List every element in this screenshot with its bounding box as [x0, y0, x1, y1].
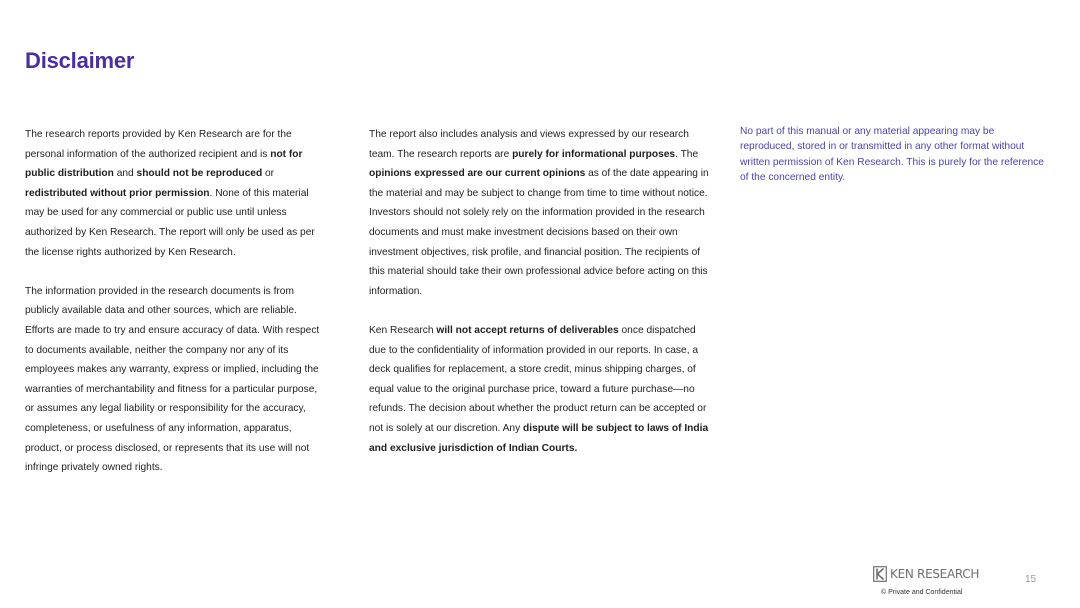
- text-run: once dispatched due to the confidentiality of information provided in our reports. In case, a deck qualifies for replacement, a store credit, minus shipping charges, of equal value to the original purchase price, toward a future purchase—no refunds. The decision about whether the product return can be accepted or not is solely at our discretion. Any: [369, 324, 707, 434]
- text-run: The report also includes analysis and views expressed by our research team. The research reports are: [369, 129, 689, 160]
- ken-research-logo-icon: [873, 566, 887, 582]
- text-run: as of the date appearing in the material and may be subject to change from time to time without notice. Investors should not solely rely on the information provided in the research documents and must make investment decisions based on their own investment objectives, risk profile, and financial position. The recipients of this material should take their own professional advice before acting on this information.: [369, 168, 709, 297]
- ken-research-logo: [873, 566, 979, 582]
- text-run-bold: opinions expressed are our current opinions: [369, 168, 586, 180]
- opinions-paragraph: [369, 125, 709, 301]
- warranty-paragraph: The information provided in the research documents is from publicly available data and other sources, which are reliable. Efforts are made to try and ensure accuracy of data. With respect to documents available, neither the company nor any of its employees makes any warranty, express or implied, including the warranties of merchantability and fitness for a particular purpose, or assumes any legal liability or responsibility for the accuracy, completeness, or usefulness of any information, apparatus, product, or process disclosed, or represents that its use will not infringe privately owned rights.: [25, 285, 320, 474]
- disclaimer-column-1: [25, 125, 325, 478]
- text-run-bold: not for public distribution: [25, 148, 303, 180]
- confidentiality-note: © Private and Confidential: [881, 589, 963, 596]
- text-run: Ken Research: [369, 324, 437, 336]
- text-run-bold: should not be reproduced: [136, 168, 263, 180]
- text-run-bold: dispute will be subject to laws of India and exclusive jurisdiction of Indian Courts.: [369, 422, 709, 454]
- text-run: and: [113, 168, 137, 180]
- reproduction-notice-text: No part of this manual or any material appearing may be reproduced, stored in or transmitted in any other format without written permission of Ken Research. This is purely for the reference of the concerned entity.: [740, 126, 1044, 184]
- text-run: . None of this material may be used for any commercial or public use until unless authorized by Ken Research. The report will only be used as per the license rights authorized by Ken Research.: [25, 187, 315, 258]
- logo-wordmark: KEN RESEARCH: [890, 567, 980, 581]
- text-run: The research reports provided by Ken Research are for the personal information of the authorized recipient and is: [25, 129, 292, 160]
- text-run-bold: redistributed without prior permission: [25, 187, 210, 199]
- text-run: . The: [675, 148, 699, 160]
- page-number: 15: [1025, 574, 1037, 585]
- distribution-paragraph: [25, 125, 325, 262]
- disclaimer-column-2: [369, 125, 709, 458]
- returns-paragraph: [369, 321, 709, 458]
- reproduction-notice: [740, 124, 1045, 186]
- text-run: or: [262, 168, 275, 180]
- page-title: Disclaimer: [25, 48, 135, 73]
- text-run-bold: purely for informational purposes: [512, 148, 676, 160]
- text-run-bold: will not accept returns of deliverables: [436, 324, 619, 336]
